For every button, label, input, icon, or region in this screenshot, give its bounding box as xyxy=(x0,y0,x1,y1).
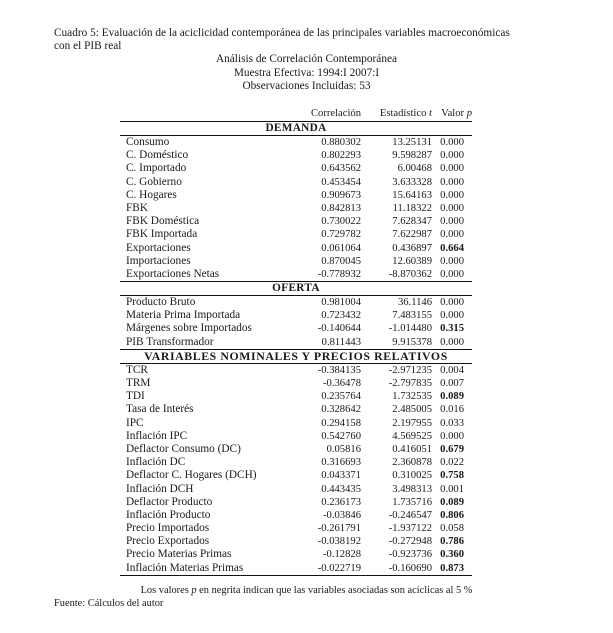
correlation-value: -0.261791 xyxy=(317,523,361,535)
variable-name: Deflactor Producto xyxy=(126,495,213,508)
t-stat-value: 0.436897 xyxy=(392,242,432,254)
header-p-symbol: p xyxy=(466,108,472,119)
correlation-value: 0.729782 xyxy=(321,229,361,241)
variable-name: Deflactor C. Hogares (DCH) xyxy=(126,469,257,482)
variable-name: FBK Importada xyxy=(126,228,198,241)
variable-name: Exportaciones Netas xyxy=(126,267,220,280)
table-row xyxy=(120,562,472,575)
variable-name: PIB Transformador xyxy=(126,335,214,348)
table-bottom-rule xyxy=(120,575,472,576)
p-value: 0.000 xyxy=(440,229,464,241)
variable-name: FBK xyxy=(126,201,148,214)
p-value: 0.000 xyxy=(440,430,464,442)
correlation-value: 0.453454 xyxy=(321,176,361,188)
note-p-symbol: p xyxy=(191,585,197,596)
variable-name: IPC xyxy=(126,416,144,429)
p-value: 0.000 xyxy=(440,268,464,280)
correlation-value: 0.723432 xyxy=(321,310,361,322)
p-value: 0.000 xyxy=(440,336,464,348)
table-row xyxy=(120,296,472,309)
correlation-value: -0.022719 xyxy=(317,562,361,574)
p-value: 0.000 xyxy=(440,216,464,228)
p-value: 0.360 xyxy=(440,549,464,561)
p-value: 0.786 xyxy=(440,536,464,548)
t-stat-value: -0.160690 xyxy=(388,562,432,574)
p-value: 0.089 xyxy=(440,496,464,508)
correlation-value: -0.038192 xyxy=(317,536,361,548)
p-value: 0.758 xyxy=(440,470,464,482)
table-row xyxy=(120,309,472,322)
correlation-value: 0.643562 xyxy=(321,163,361,175)
p-value: 0.806 xyxy=(440,509,464,521)
variable-name: Consumo xyxy=(126,136,170,148)
p-value: 0.000 xyxy=(440,297,464,309)
correlation-value: 0.316693 xyxy=(321,457,361,469)
t-stat-value: 1.735716 xyxy=(392,496,432,508)
variable-name: C. Gobierno xyxy=(126,175,182,188)
correlation-value: -0.140644 xyxy=(317,323,361,335)
header-p-label: Valor xyxy=(441,108,465,119)
table-row xyxy=(120,403,472,416)
t-stat-value: 2.360878 xyxy=(392,457,432,469)
t-stat-value: -2.971235 xyxy=(388,364,432,376)
table-row xyxy=(120,535,472,548)
subtitle-sample: Muestra Efectiva: 1994:I 2007:I xyxy=(233,67,380,79)
p-value: 0.000 xyxy=(440,150,464,162)
table-row xyxy=(120,255,472,268)
variable-name: C. Hogares xyxy=(126,188,177,201)
table-row xyxy=(120,496,472,509)
t-stat-value: 3.633328 xyxy=(392,176,432,188)
correlation-value: 0.811443 xyxy=(321,336,361,348)
t-stat-value: -1.937122 xyxy=(388,523,432,535)
table-row xyxy=(120,548,472,561)
t-stat-value: -8.870362 xyxy=(388,268,432,280)
correlation-value: 0.05816 xyxy=(326,443,361,455)
t-stat-value: 13.25131 xyxy=(392,137,432,148)
table-row xyxy=(120,149,472,162)
t-stat-value: -0.246547 xyxy=(388,509,432,521)
table-row xyxy=(120,322,472,335)
correlation-value: 0.235764 xyxy=(321,391,361,403)
p-value: 0.022 xyxy=(440,457,464,469)
t-stat-value: 11.18322 xyxy=(392,202,432,214)
p-value: 0.000 xyxy=(440,176,464,188)
p-value: 0.016 xyxy=(440,404,464,416)
t-stat-value: 15.64163 xyxy=(392,189,432,201)
correlation-value: 0.880302 xyxy=(321,137,361,148)
t-stat-value: 12.60389 xyxy=(392,255,432,267)
header-t-stat-label: Estadístico xyxy=(379,108,427,119)
variable-name: TDI xyxy=(126,390,145,403)
table-note xyxy=(0,585,613,596)
variable-name: TCR xyxy=(126,363,148,376)
subtitle-analysis: Análisis de Correlación Contemporánea xyxy=(215,53,397,65)
t-stat-value: 36.1146 xyxy=(397,297,432,309)
t-stat-value: 4.569525 xyxy=(392,430,432,442)
p-value: 0.000 xyxy=(440,189,464,201)
table-row xyxy=(120,430,472,443)
variable-name: Inflación Producto xyxy=(126,508,211,521)
table-row xyxy=(120,336,472,349)
correlation-value: 0.043371 xyxy=(321,470,361,482)
table-row xyxy=(120,364,472,377)
variable-name: Precio Exportados xyxy=(126,535,210,548)
p-value: 0.000 xyxy=(440,202,464,214)
t-stat-value: -0.923736 xyxy=(388,549,432,561)
caption-line-1: Cuadro 5: Evaluación de la aciclicidad contemporánea de las principales variables macroeconómicas xyxy=(54,27,510,39)
section-header: VARIABLES NOMINALES Y PRECIOS RELATIVOS xyxy=(120,349,472,364)
t-stat-value: 6.00468 xyxy=(397,163,432,175)
section-header: DEMANDA xyxy=(120,121,472,136)
variable-name: FBK Doméstica xyxy=(126,215,200,228)
table-row xyxy=(120,228,472,241)
variable-name: Inflación IPC xyxy=(126,429,188,442)
correlation-value: -0.03846 xyxy=(323,509,361,521)
correlation-value: 0.870045 xyxy=(321,255,361,267)
variable-name: Producto Bruto xyxy=(126,296,196,309)
t-stat-value: 7.628347 xyxy=(392,216,432,228)
table-header-row xyxy=(120,106,472,121)
table-row xyxy=(120,215,472,228)
variable-name: Inflación DC xyxy=(126,456,186,469)
table-row xyxy=(120,136,472,149)
t-stat-value: 7.622987 xyxy=(392,229,432,241)
t-stat-value: -1.014480 xyxy=(388,323,432,335)
variable-name: Tasa de Interés xyxy=(126,403,194,416)
correlation-value: 0.328642 xyxy=(321,404,361,416)
p-value: 0.664 xyxy=(440,242,464,254)
t-stat-value: -0.272948 xyxy=(388,536,432,548)
variable-name: C. Importado xyxy=(126,162,187,175)
variable-name: Márgenes sobre Importados xyxy=(126,322,252,335)
correlation-value: -0.36478 xyxy=(323,378,361,389)
table-body xyxy=(120,121,472,575)
source-line: Fuente: Cálculos del autor xyxy=(54,598,164,609)
variable-name: Precio Importados xyxy=(126,522,210,535)
p-value: 0.315 xyxy=(440,323,464,335)
table-row xyxy=(120,509,472,522)
correlation-value: 0.061064 xyxy=(321,242,361,254)
correlation-value: 0.294158 xyxy=(321,417,361,429)
table-row xyxy=(120,522,472,535)
table-row xyxy=(120,469,472,482)
note-text-before: Los valores xyxy=(140,585,192,596)
correlation-value: 0.909673 xyxy=(321,189,361,201)
p-value: 0.089 xyxy=(440,391,464,403)
table-row xyxy=(120,390,472,403)
correlation-value: -0.778932 xyxy=(317,268,361,280)
table-row xyxy=(120,242,472,255)
table-row xyxy=(120,456,472,469)
correlation-value: 0.443435 xyxy=(321,483,361,495)
variable-name: Exportaciones xyxy=(126,241,191,254)
table-row xyxy=(120,377,472,390)
t-stat-value: -2.797835 xyxy=(388,378,432,389)
p-value: 0.000 xyxy=(440,137,464,148)
variable-name: Inflación Materias Primas xyxy=(126,561,244,574)
variable-name: Deflactor Consumo (DC) xyxy=(126,442,241,455)
p-value: 0.004 xyxy=(440,364,464,376)
header-p-value xyxy=(432,106,472,121)
table-row xyxy=(120,417,472,430)
table-row xyxy=(120,189,472,202)
correlation-value: 0.236173 xyxy=(321,496,361,508)
subtitle-observations: Observaciones Incluidas: 53 xyxy=(242,80,371,92)
correlation-value: 0.730022 xyxy=(321,216,361,228)
correlation-value: -0.12828 xyxy=(323,549,361,561)
variable-name: Precio Materias Primas xyxy=(126,548,232,561)
t-stat-value: 9.598287 xyxy=(392,150,432,162)
p-value: 0.001 xyxy=(440,483,464,495)
correlation-value: -0.384135 xyxy=(317,364,361,376)
variable-name: Materia Prima Importada xyxy=(126,309,241,322)
table-row xyxy=(120,176,472,189)
correlation-value: 0.981004 xyxy=(321,297,361,309)
table-caption xyxy=(54,27,554,53)
correlation-value: 0.802293 xyxy=(321,150,361,162)
p-value: 0.000 xyxy=(440,255,464,267)
correlation-value: 0.542760 xyxy=(321,430,361,442)
t-stat-value: 2.197955 xyxy=(392,417,432,429)
section-header: OFERTA xyxy=(120,281,472,296)
variable-name: C. Doméstico xyxy=(126,149,189,162)
correlation-value: 0.842813 xyxy=(321,202,361,214)
t-stat-value: 2.485005 xyxy=(392,404,432,416)
header-correlation: Correlación xyxy=(310,108,361,119)
p-value: 0.007 xyxy=(440,378,464,389)
correlation-table xyxy=(120,106,472,576)
p-value: 0.679 xyxy=(440,443,464,455)
table-row xyxy=(120,268,472,281)
variable-name: Importaciones xyxy=(126,254,191,267)
header-t-stat xyxy=(370,106,432,121)
note-text-after: en negrita indican que las variables asociadas son acíclicas al 5 % xyxy=(196,585,473,596)
t-stat-value: 7.483155 xyxy=(392,310,432,322)
p-value: 0.058 xyxy=(440,523,464,535)
table-row xyxy=(120,443,472,456)
variable-name: Inflación DCH xyxy=(126,482,194,495)
p-value: 0.033 xyxy=(440,417,464,429)
table-row xyxy=(120,202,472,215)
t-stat-value: 3.498313 xyxy=(392,483,432,495)
table-row xyxy=(120,162,472,175)
header-t-symbol: t xyxy=(429,108,432,119)
t-stat-value: 0.310025 xyxy=(392,470,432,482)
t-stat-value: 0.416051 xyxy=(392,443,432,455)
variable-name: TRM xyxy=(126,377,151,389)
t-stat-value: 9.915378 xyxy=(392,336,432,348)
t-stat-value: 1.732535 xyxy=(392,391,432,403)
p-value: 0.000 xyxy=(440,163,464,175)
p-value: 0.873 xyxy=(440,562,464,574)
table-row xyxy=(120,483,472,496)
caption-line-2: con el PIB real xyxy=(54,40,122,52)
p-value: 0.000 xyxy=(440,310,464,322)
